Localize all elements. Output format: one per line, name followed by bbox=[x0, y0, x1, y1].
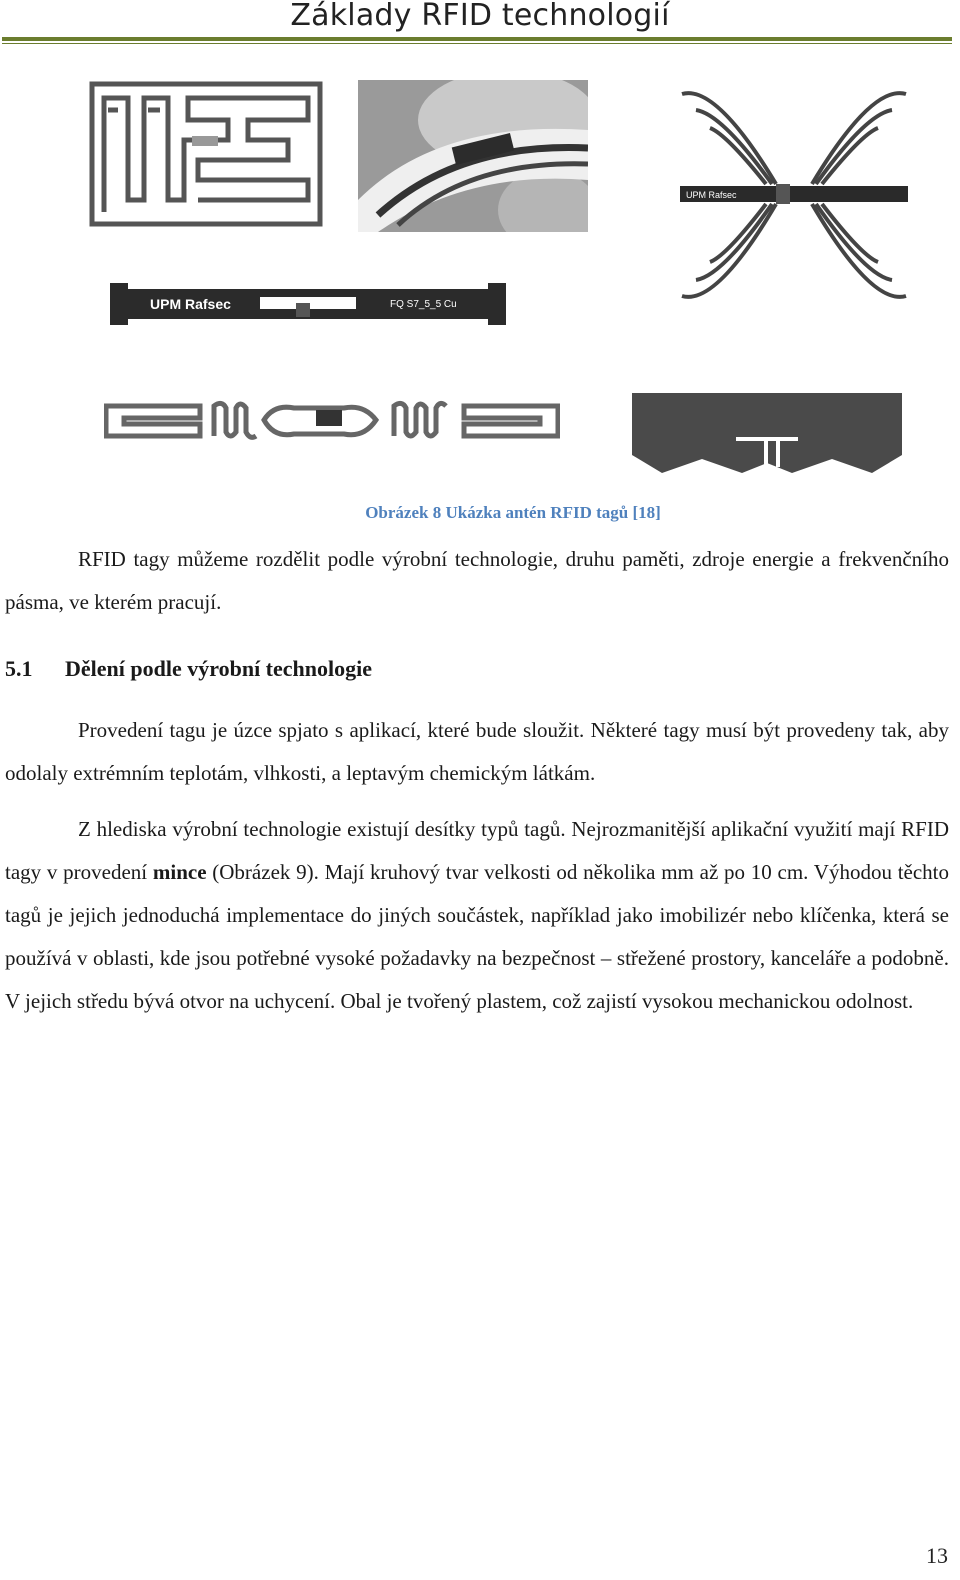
paragraph-tag-design bbox=[5, 709, 949, 795]
figure-butterfly-tag bbox=[676, 84, 912, 306]
header-rule bbox=[2, 37, 952, 41]
section-number: 5.1 bbox=[5, 656, 33, 681]
section-heading bbox=[5, 656, 372, 682]
page-number: 13 bbox=[926, 1543, 948, 1568]
header-rule-thin bbox=[2, 43, 952, 44]
paragraph-coin-tags-text-start: Z hlediska výrobní technologie existují desítky typů tagů. Nejrozmanitější aplikační využití mají RFID tagy v provedení bbox=[5, 817, 949, 884]
paragraph-coin-tags-bold-term: mince bbox=[152, 860, 207, 884]
paragraph-intro bbox=[5, 538, 949, 624]
figure-upm-strip-tag bbox=[110, 283, 506, 325]
figure-dark-wide-tag bbox=[632, 393, 902, 475]
paragraph-intro-text: RFID tagy můžeme rozdělit podle výrobní technologie, druhu paměti, zdroje energie a frekvenčního pásma, ve kterém pracují. bbox=[5, 547, 949, 614]
figure-caption: Obrázek 8 Ukázka antén RFID tagů [18] bbox=[365, 503, 661, 522]
strip-brand-label: UPM Rafsec bbox=[150, 296, 231, 312]
strip-code-label: FQ S7_5_5 Cu bbox=[390, 299, 457, 310]
paragraph-coin-tags bbox=[5, 808, 949, 1023]
butterfly-brand-label: UPM Rafsec bbox=[686, 190, 737, 200]
paragraph-coin-tags-text-end: (Obrázek 9). Mají kruhový tvar velkosti od několika mm až po 10 cm. Výhodou těchto tagů je jejich jednoduchá implementace do jiných součástek, například jako imobilizér nebo klíčenka, která se používá v oblasti, kde jsou potřebné vysoké požadavky na bezpečnost – střežené prostory, kanceláře a podobně. V jejich středu bývá otvor na uchycení. Obal je tvořený plastem, což zajistí vysokou mechanickou odolnost. bbox=[5, 860, 950, 1013]
figure-hand-tag-photo bbox=[358, 80, 588, 232]
figure-squiggle-tag bbox=[104, 398, 560, 444]
section-title: Dělení podle výrobní technologie bbox=[65, 656, 372, 681]
figure-meander-tag bbox=[88, 80, 326, 230]
page-header-title: Základy RFID technologií bbox=[290, 0, 670, 33]
paragraph-tag-design-text: Provedení tagu je úzce spjato s aplikací, které bude sloužit. Některé tagy musí být provedeny tak, aby odolaly extrémním teplotám, vlhkosti, a leptavým chemickým látkám. bbox=[5, 718, 949, 785]
